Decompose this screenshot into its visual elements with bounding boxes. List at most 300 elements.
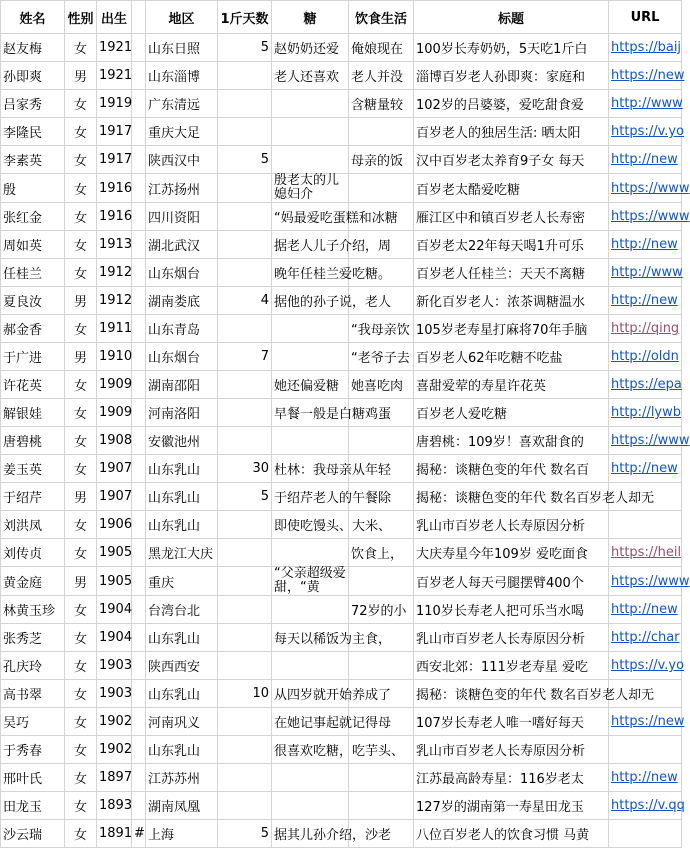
cell-days-per-jin[interactable] [218, 708, 272, 736]
cell-gender[interactable]: 女 [65, 231, 97, 259]
cell-sugar[interactable]: 很喜欢吃糖，吃芋头、 [272, 736, 349, 764]
cell-url[interactable]: https://www [609, 174, 682, 203]
cell-diet[interactable]: 俺娘现在 [349, 34, 414, 62]
cell-sugar[interactable]: 据他的孙子说，老人 [272, 287, 349, 315]
cell-url[interactable]: http://new [609, 231, 682, 259]
cell-region[interactable]: 重庆大足 [146, 118, 218, 146]
column-header-diet[interactable]: 饮食生活 [349, 1, 414, 34]
cell-birth[interactable]: 1912 [97, 287, 132, 315]
cell-title[interactable]: 102岁的吕婆婆，爱吃甜食爱 [414, 90, 609, 118]
cell-title[interactable]: 百岁老人每天弓腿摆臂400个 [414, 567, 609, 596]
table-row [1, 624, 682, 652]
cell-region[interactable]: 山东乳山 [146, 511, 218, 539]
cell-gender[interactable]: 女 [65, 174, 97, 203]
column-header-sugar[interactable]: 糖 [272, 1, 349, 34]
cell-birth[interactable]: 1902 [97, 736, 132, 764]
cell-blank[interactable] [132, 118, 146, 146]
cell-url[interactable]: http://www [609, 90, 682, 118]
cell-url[interactable]: http://new [609, 596, 682, 624]
cell-days-per-jin[interactable] [218, 567, 272, 596]
cell-sugar[interactable] [272, 146, 349, 174]
cell-birth[interactable]: 1897 [97, 764, 132, 792]
cell-name[interactable]: 孔庆玲 [1, 652, 65, 680]
cell-gender[interactable]: 男 [65, 343, 97, 371]
cell-blank[interactable] [132, 483, 146, 511]
cell-diet[interactable]: 老人并没 [349, 62, 414, 90]
cell-days-per-jin[interactable]: 5 [218, 483, 272, 511]
cell-days-per-jin[interactable] [218, 764, 272, 792]
cell-blank[interactable] [132, 652, 146, 680]
cell-name[interactable]: 夏良汝 [1, 287, 65, 315]
cell-gender[interactable]: 女 [65, 624, 97, 652]
cell-name[interactable]: 于广进 [1, 343, 65, 371]
cell-title[interactable]: 雁江区中和镇百岁老人长寿密 [414, 203, 609, 231]
cell-diet[interactable]: “老爷子去 [349, 343, 414, 371]
cell-title[interactable]: 乳山市百岁老人长寿原因分析 [414, 736, 609, 764]
cell-diet[interactable] [349, 174, 414, 203]
cell-sugar[interactable]: 老人还喜欢 [272, 62, 349, 90]
cell-blank[interactable] [132, 231, 146, 259]
cell-blank[interactable] [132, 146, 146, 174]
cell-url[interactable]: http://char [609, 624, 682, 652]
cell-birth[interactable]: 1905 [97, 539, 132, 567]
cell-days-per-jin[interactable] [218, 118, 272, 146]
cell-title[interactable]: 百岁老人任桂兰：天天不离糖 [414, 259, 609, 287]
cell-name[interactable]: 李隆民 [1, 118, 65, 146]
cell-url[interactable]: http://lywb [609, 399, 682, 427]
cell-title[interactable]: 100岁长寿奶奶，5天吃1斤白 [414, 34, 609, 62]
cell-title[interactable]: 八位百岁老人的饮食习惯 马黄 [414, 820, 609, 848]
cell-blank[interactable] [132, 680, 146, 708]
column-header-blank[interactable] [132, 1, 146, 34]
cell-url[interactable] [609, 511, 682, 539]
cell-region[interactable]: 陕西汉中 [146, 146, 218, 174]
cell-sugar[interactable]: 赵奶奶还爱 [272, 34, 349, 62]
cell-blank[interactable]: # [132, 820, 146, 848]
cell-birth[interactable]: 1917 [97, 118, 132, 146]
cell-gender[interactable]: 女 [65, 146, 97, 174]
cell-url[interactable]: http://new [609, 287, 682, 315]
cell-region[interactable]: 安徽池州 [146, 427, 218, 455]
cell-blank[interactable] [132, 203, 146, 231]
cell-sugar[interactable] [272, 427, 349, 455]
cell-title[interactable]: 西安北郊：111岁老寿星 爱吃 [414, 652, 609, 680]
cell-days-per-jin[interactable] [218, 315, 272, 343]
table-row [1, 146, 682, 174]
cell-days-per-jin[interactable] [218, 427, 272, 455]
cell-sugar[interactable]: “父亲超级爱甜，“黄 [272, 567, 349, 596]
cell-days-per-jin[interactable] [218, 399, 272, 427]
cell-birth[interactable]: 1913 [97, 231, 132, 259]
cell-url[interactable]: https://v.yo [609, 652, 682, 680]
cell-days-per-jin[interactable] [218, 539, 272, 567]
cell-diet[interactable]: 含糖量较 [349, 90, 414, 118]
cell-days-per-jin[interactable]: 30 [218, 455, 272, 483]
cell-birth[interactable]: 1908 [97, 427, 132, 455]
cell-title[interactable]: 揭秘：谈糖色变的年代 数名百岁老人却无 [414, 680, 609, 708]
cell-diet[interactable]: 72岁的小 [349, 596, 414, 624]
cell-url[interactable]: http://new [609, 764, 682, 792]
cell-sugar[interactable]: 杜林：我母亲从年轻 [272, 455, 349, 483]
cell-title[interactable]: 110岁长寿老人把可乐当水喝 [414, 596, 609, 624]
cell-birth[interactable]: 1916 [97, 203, 132, 231]
cell-birth[interactable]: 1891 [97, 820, 132, 848]
cell-sugar[interactable]: 早餐一般是白糖鸡蛋 [272, 399, 349, 427]
cell-title[interactable]: 喜甜爱荤的寿星许花英 [414, 371, 609, 399]
cell-sugar[interactable] [272, 90, 349, 118]
cell-title[interactable]: 江苏最高龄寿星：116岁老太 [414, 764, 609, 792]
cell-sugar[interactable] [272, 343, 349, 371]
cell-sugar[interactable] [272, 315, 349, 343]
cell-region[interactable]: 四川资阳 [146, 203, 218, 231]
table-row [1, 820, 682, 848]
cell-gender[interactable]: 女 [65, 680, 97, 708]
cell-blank[interactable] [132, 315, 146, 343]
cell-gender[interactable]: 女 [65, 118, 97, 146]
cell-name[interactable]: 沙云瑞 [1, 820, 65, 848]
cell-sugar[interactable] [272, 792, 349, 820]
cell-blank[interactable] [132, 764, 146, 792]
cell-name[interactable]: 张秀芝 [1, 624, 65, 652]
cell-region[interactable]: 山东乳山 [146, 680, 218, 708]
cell-region[interactable]: 陕西西安 [146, 652, 218, 680]
cell-name[interactable]: 高书翠 [1, 680, 65, 708]
cell-name[interactable]: 刘传贞 [1, 539, 65, 567]
cell-blank[interactable] [132, 343, 146, 371]
cell-birth[interactable]: 1919 [97, 90, 132, 118]
cell-title[interactable]: 乳山市百岁老人长寿原因分析 [414, 624, 609, 652]
cell-title[interactable]: 汉中百岁老太养育9子女 每天 [414, 146, 609, 174]
cell-birth[interactable]: 1905 [97, 567, 132, 596]
cell-title[interactable]: 107岁长寿老人唯一嗜好每天 [414, 708, 609, 736]
column-header-url[interactable]: URL [609, 1, 682, 34]
cell-gender[interactable]: 女 [65, 820, 97, 848]
cell-url[interactable] [609, 820, 682, 848]
cell-title[interactable]: 乳山市百岁老人长寿原因分析 [414, 511, 609, 539]
table-row [1, 455, 682, 483]
cell-region[interactable]: 山东日照 [146, 34, 218, 62]
cell-title[interactable]: 105岁老寿星打麻将70年手脑 [414, 315, 609, 343]
cell-url[interactable]: https://v.qq [609, 792, 682, 820]
cell-gender[interactable]: 女 [65, 90, 97, 118]
cell-birth[interactable]: 1910 [97, 343, 132, 371]
cell-url[interactable]: https://www [609, 203, 682, 231]
cell-name[interactable]: 田龙玉 [1, 792, 65, 820]
cell-sugar[interactable]: 据其儿孙介绍，沙老 [272, 820, 349, 848]
cell-birth[interactable]: 1904 [97, 624, 132, 652]
cell-name[interactable]: 于绍芹 [1, 483, 65, 511]
cell-birth[interactable]: 1921 [97, 62, 132, 90]
cell-region[interactable]: 山东烟台 [146, 343, 218, 371]
cell-name[interactable]: 殷 [1, 174, 65, 203]
cell-region[interactable]: 山东青岛 [146, 315, 218, 343]
cell-days-per-jin[interactable]: 5 [218, 820, 272, 848]
cell-region[interactable]: 湖北武汉 [146, 231, 218, 259]
cell-name[interactable]: 周如英 [1, 231, 65, 259]
cell-name[interactable]: 张红金 [1, 203, 65, 231]
table-row [1, 90, 682, 118]
cell-region[interactable]: 湖南凤凰 [146, 792, 218, 820]
cell-blank[interactable] [132, 539, 146, 567]
column-header-title[interactable]: 标题 [414, 1, 609, 34]
column-header-days-per-jin[interactable]: 1斤天数 [218, 1, 272, 34]
cell-region[interactable]: 上海 [146, 820, 218, 848]
cell-birth[interactable]: 1912 [97, 259, 132, 287]
table-row [1, 792, 682, 820]
cell-days-per-jin[interactable] [218, 624, 272, 652]
cell-sugar[interactable] [272, 596, 349, 624]
column-header-region[interactable]: 地区 [146, 1, 218, 34]
cell-region[interactable]: 山东乳山 [146, 736, 218, 764]
cell-url[interactable]: http://oldn [609, 343, 682, 371]
cell-sugar[interactable]: 晚年任桂兰爱吃糖。 [272, 259, 349, 287]
table-row [1, 427, 682, 455]
cell-name[interactable]: 黄金庭 [1, 567, 65, 596]
cell-name[interactable]: 吕家秀 [1, 90, 65, 118]
cell-region[interactable]: 江苏扬州 [146, 174, 218, 203]
cell-blank[interactable] [132, 174, 146, 203]
cell-region[interactable]: 河南洛阳 [146, 399, 218, 427]
cell-sugar[interactable] [272, 118, 349, 146]
cell-name[interactable]: 赵友梅 [1, 34, 65, 62]
cell-title[interactable]: 揭秘：谈糖色变的年代 数名百 [414, 455, 609, 483]
cell-days-per-jin[interactable] [218, 203, 272, 231]
cell-gender[interactable]: 女 [65, 399, 97, 427]
cell-name[interactable]: 邢叶氏 [1, 764, 65, 792]
table-row [1, 680, 682, 708]
cell-name[interactable]: 许花英 [1, 371, 65, 399]
cell-diet[interactable]: 她喜吃肉 [349, 371, 414, 399]
cell-gender[interactable]: 男 [65, 567, 97, 596]
cell-birth[interactable]: 1909 [97, 371, 132, 399]
cell-gender[interactable]: 女 [65, 427, 97, 455]
cell-gender[interactable]: 女 [65, 539, 97, 567]
cell-blank[interactable] [132, 371, 146, 399]
cell-title[interactable]: 唐碧桃：109岁！喜欢甜食的 [414, 427, 609, 455]
cell-birth[interactable]: 1904 [97, 596, 132, 624]
cell-blank[interactable] [132, 399, 146, 427]
cell-url[interactable]: https://epa [609, 371, 682, 399]
cell-name[interactable]: 解银娃 [1, 399, 65, 427]
cell-blank[interactable] [132, 259, 146, 287]
cell-birth[interactable]: 1909 [97, 399, 132, 427]
cell-gender[interactable]: 女 [65, 792, 97, 820]
cell-sugar[interactable]: 从四岁就开始养成了 [272, 680, 349, 708]
cell-blank[interactable] [132, 427, 146, 455]
cell-gender[interactable]: 女 [65, 596, 97, 624]
cell-sugar[interactable]: 每天以稀饭为主食， [272, 624, 349, 652]
cell-sugar[interactable]: 她还偏爱糖 [272, 371, 349, 399]
cell-gender[interactable]: 女 [65, 736, 97, 764]
cell-days-per-jin[interactable]: 5 [218, 146, 272, 174]
cell-region[interactable]: 黑龙江大庆 [146, 539, 218, 567]
column-header-gender[interactable]: 性别 [65, 1, 97, 34]
cell-blank[interactable] [132, 596, 146, 624]
cell-blank[interactable] [132, 34, 146, 62]
cell-title[interactable]: 百岁老人爱吃糖 [414, 399, 609, 427]
cell-sugar[interactable] [272, 539, 349, 567]
cell-region[interactable]: 山东乳山 [146, 455, 218, 483]
table-row [1, 371, 682, 399]
cell-region[interactable]: 山东乳山 [146, 624, 218, 652]
cell-days-per-jin[interactable] [218, 231, 272, 259]
cell-diet[interactable] [349, 118, 414, 146]
cell-gender[interactable]: 女 [65, 203, 97, 231]
cell-region[interactable]: 山东乳山 [146, 483, 218, 511]
cell-gender[interactable]: 男 [65, 287, 97, 315]
cell-region[interactable]: 湖南邵阳 [146, 371, 218, 399]
cell-days-per-jin[interactable]: 4 [218, 287, 272, 315]
cell-blank[interactable] [132, 567, 146, 596]
cell-days-per-jin[interactable] [218, 652, 272, 680]
cell-gender[interactable]: 女 [65, 764, 97, 792]
cell-days-per-jin[interactable]: 7 [218, 343, 272, 371]
cell-name[interactable]: 吴巧 [1, 708, 65, 736]
cell-birth[interactable]: 1903 [97, 652, 132, 680]
cell-blank[interactable] [132, 455, 146, 483]
cell-diet[interactable]: “我母亲饮 [349, 315, 414, 343]
cell-birth[interactable]: 1903 [97, 680, 132, 708]
cell-region[interactable]: 台湾台北 [146, 596, 218, 624]
cell-region[interactable]: 山东淄博 [146, 62, 218, 90]
cell-name[interactable]: 唐碧桃 [1, 427, 65, 455]
cell-url[interactable]: https://new [609, 708, 682, 736]
cell-gender[interactable]: 女 [65, 455, 97, 483]
header-row [1, 1, 682, 34]
cell-days-per-jin[interactable] [218, 174, 272, 203]
cell-gender[interactable]: 女 [65, 34, 97, 62]
cell-name[interactable]: 姜玉英 [1, 455, 65, 483]
cell-gender[interactable]: 女 [65, 511, 97, 539]
cell-url[interactable]: http://new [609, 146, 682, 174]
cell-diet[interactable] [349, 652, 414, 680]
cell-blank[interactable] [132, 624, 146, 652]
cell-sugar[interactable] [272, 764, 349, 792]
cell-region[interactable]: 广东清远 [146, 90, 218, 118]
cell-days-per-jin[interactable] [218, 371, 272, 399]
cell-name[interactable]: 于秀春 [1, 736, 65, 764]
cell-blank[interactable] [132, 62, 146, 90]
cell-days-per-jin[interactable] [218, 792, 272, 820]
cell-gender[interactable]: 女 [65, 315, 97, 343]
cell-sugar[interactable]: “妈最爱吃蛋糕和冰糖 [272, 203, 349, 231]
cell-title[interactable]: 揭秘：谈糖色变的年代 数名百岁老人却无 [414, 483, 609, 511]
cell-blank[interactable] [132, 287, 146, 315]
cell-blank[interactable] [132, 792, 146, 820]
cell-days-per-jin[interactable] [218, 511, 272, 539]
cell-region[interactable]: 河南巩义 [146, 708, 218, 736]
cell-region[interactable]: 重庆 [146, 567, 218, 596]
cell-gender[interactable]: 女 [65, 259, 97, 287]
cell-birth[interactable]: 1916 [97, 174, 132, 203]
cell-url[interactable]: http://www [609, 259, 682, 287]
cell-blank[interactable] [132, 736, 146, 764]
cell-days-per-jin[interactable] [218, 62, 272, 90]
cell-gender[interactable]: 男 [65, 62, 97, 90]
cell-days-per-jin[interactable] [218, 596, 272, 624]
cell-name[interactable]: 郝金香 [1, 315, 65, 343]
cell-title[interactable]: 百岁老人62年吃糖不吃盐 [414, 343, 609, 371]
cell-blank[interactable] [132, 708, 146, 736]
cell-birth[interactable]: 1893 [97, 792, 132, 820]
cell-title[interactable]: 百岁老太22年每天喝1升可乐 [414, 231, 609, 259]
cell-diet[interactable] [349, 427, 414, 455]
cell-name[interactable]: 李素英 [1, 146, 65, 174]
cell-sugar[interactable]: 即使吃馒头、大米、 [272, 511, 349, 539]
cell-gender[interactable]: 女 [65, 371, 97, 399]
cell-name[interactable]: 林黄玉珍 [1, 596, 65, 624]
cell-days-per-jin[interactable] [218, 90, 272, 118]
cell-birth[interactable]: 1917 [97, 146, 132, 174]
cell-title[interactable]: 百岁老人的独居生活: 晒太阳 [414, 118, 609, 146]
cell-days-per-jin[interactable]: 5 [218, 34, 272, 62]
cell-days-per-jin[interactable] [218, 736, 272, 764]
cell-url[interactable]: https://new [609, 62, 682, 90]
table-row [1, 231, 682, 259]
cell-birth[interactable]: 1911 [97, 315, 132, 343]
cell-diet[interactable]: 母亲的饭 [349, 146, 414, 174]
cell-url[interactable]: https://heil [609, 539, 682, 567]
cell-url[interactable]: https://www [609, 427, 682, 455]
cell-birth[interactable]: 1906 [97, 511, 132, 539]
table-row [1, 343, 682, 371]
cell-diet[interactable] [349, 764, 414, 792]
cell-birth[interactable]: 1921 [97, 34, 132, 62]
table-row [1, 174, 682, 203]
cell-title[interactable]: 127岁的湖南第一寿星田龙玉 [414, 792, 609, 820]
cell-birth[interactable]: 1907 [97, 455, 132, 483]
column-header-birth[interactable]: 出生 [97, 1, 132, 34]
cell-url[interactable]: https://www [609, 567, 682, 596]
cell-sugar[interactable]: 在她记事起就记得母 [272, 708, 349, 736]
cell-title[interactable]: 新化百岁老人：浓茶调糖温水 [414, 287, 609, 315]
cell-sugar[interactable]: 殷老太的儿媳妇介 [272, 174, 349, 203]
cell-diet[interactable] [349, 792, 414, 820]
cell-birth[interactable]: 1907 [97, 483, 132, 511]
cell-diet[interactable]: 饮食上， [349, 539, 414, 567]
cell-title[interactable]: 大庆寿星今年109岁 爱吃面食 [414, 539, 609, 567]
cell-url[interactable]: http://qing [609, 315, 682, 343]
cell-region[interactable]: 江苏苏州 [146, 764, 218, 792]
cell-url[interactable]: http://new [609, 455, 682, 483]
table-row [1, 764, 682, 792]
cell-url[interactable]: https://v.yo [609, 118, 682, 146]
cell-url[interactable] [609, 736, 682, 764]
cell-blank[interactable] [132, 90, 146, 118]
cell-birth[interactable]: 1902 [97, 708, 132, 736]
cell-name[interactable]: 任桂兰 [1, 259, 65, 287]
cell-url[interactable]: https://baij [609, 34, 682, 62]
column-header-name[interactable]: 姓名 [1, 1, 65, 34]
cell-blank[interactable] [132, 511, 146, 539]
cell-region[interactable]: 山东烟台 [146, 259, 218, 287]
table-row [1, 567, 682, 596]
cell-sugar[interactable]: 据老人儿子介绍，周 [272, 231, 349, 259]
cell-name[interactable]: 刘洪凤 [1, 511, 65, 539]
cell-region[interactable]: 湖南娄底 [146, 287, 218, 315]
cell-gender[interactable]: 男 [65, 483, 97, 511]
cell-gender[interactable]: 女 [65, 708, 97, 736]
cell-title[interactable]: 淄博百岁老人孙即爽：家庭和 [414, 62, 609, 90]
cell-title[interactable]: 百岁老太酷爱吃糖 [414, 174, 609, 203]
cell-sugar[interactable] [272, 652, 349, 680]
cell-days-per-jin[interactable] [218, 259, 272, 287]
cell-days-per-jin[interactable]: 10 [218, 680, 272, 708]
cell-name[interactable]: 孙即爽 [1, 62, 65, 90]
cell-diet[interactable] [349, 567, 414, 596]
cell-sugar[interactable]: 于绍芹老人的午餐除 [272, 483, 349, 511]
cell-gender[interactable]: 女 [65, 652, 97, 680]
